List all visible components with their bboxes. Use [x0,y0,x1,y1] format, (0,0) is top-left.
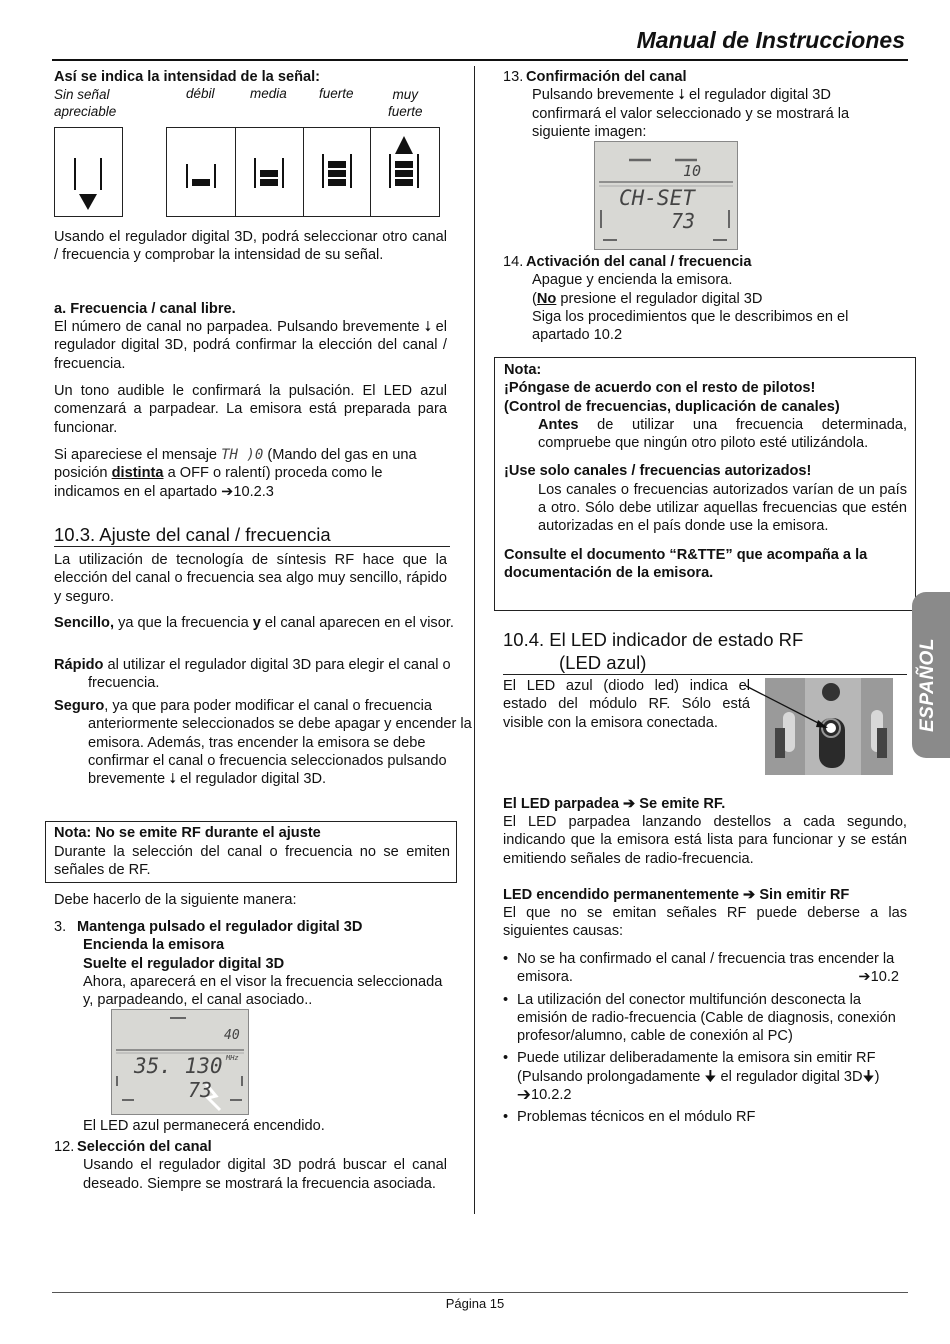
section-10-3-heading: 10.3. Ajuste del canal / frecuencia [54,523,450,547]
signal-very-strong-icon [370,128,438,216]
step-14-number: 14. [503,254,524,270]
led-blinks-text: El LED parpadea lanzando destellos a cada segundo, indicando que la emisora está lista para funcionar y se están emitiendo señales de radio-frecuencia. [503,814,907,867]
section-a-title: a. Frecuencia / canal libre. [54,301,236,317]
lcd1-mhz: MHz [226,1054,239,1062]
language-side-tab: ESPAÑOL [912,592,950,758]
section-a-paragraph-2: Un tono audible le confirmará la pulsación. El LED azul comenzará a parpadear. La emisora está preparada para funcionar. [54,383,447,436]
instructions-lead: Debe hacerlo de la siguiente manera: [54,892,297,908]
lcd-message-inline: TH )0 [221,447,264,463]
signal-label-weak: débil [186,86,215,101]
signal-weak-icon [167,128,236,216]
list-item: • No se ha confirmado el canal / frecuencia tras encender la emisora. ➔10.2 [503,950,899,987]
section-a-paragraph-1: El número de canal no parpadea. Pulsando brevemente ⭣ el regulador digital 3D, podrá confirmar la elección del canal / frecuencia. [54,319,447,372]
section-a-paragraph-3: Si apareciese el mensaje TH )0 (Mando del gas en una posición distinta a OFF o ralentí) proceda como le indicamos en el apartado ➔10.2.3 [54,447,417,500]
lcd2-ch-set: CH-SET [619,186,695,210]
signal-label-very-strong: muy fuerte [388,87,423,119]
lcd2-top: 10 [683,162,702,180]
lcd1-top: 40 [224,1028,240,1043]
causes-list [503,950,899,1127]
section-10-4-heading: 10.4. El LED indicador de estado RF (LED azul) [503,628,907,675]
lcd-frequency-display [111,1009,249,1115]
led-permanent-heading: LED encendido permanentemente ➔ Sin emitir RF [503,887,850,903]
note-box-no-rf [45,821,457,883]
step-13-body: Confirmación del canal Pulsando brevemente ⭣ el regulador digital 3D confirmará el valor seleccionado y se mostrará la siguiente imagen: [526,69,850,140]
lcd-ch-set-display [594,141,738,250]
signal-medium-icon [235,128,304,216]
section-10-4-paragraph: El LED azul (diodo led) indica el estado del módulo RF. Sólo está visible con la emisora conectada. [503,678,750,731]
step-12-number: 12. [54,1139,75,1155]
note-text: Durante la selección del canal o frecuencia no se emiten señales de RF. [54,844,450,879]
step-14-body: Activación del canal / frecuencia Apague y encienda la emisora. (No presione el regulador digital 3D Siga los procedimientos que le describimos en el apartado 10.2 [526,254,849,344]
led-permanent-text: El que no se emitan señales RF puede deberse a las siguientes causas: [503,905,907,940]
rapido-item: Rápido al utilizar el regulador digital 3D para elegir el canal o frecuencia. [54,657,451,692]
note-box-pilots: Nota: ¡Póngase de acuerdo con el resto de pilotos! (Control de frecuencias, duplicación de canales) Antes de utilizar una frecuencia determinada, compruebe que ningún otro piloto esté utilizándola. ¡Use solo canales / frecuencias autorizados! Los canales o frecuencias autorizados varían de un país a otro. Sólo debe utilizar aquellas frecuencias que estén autorizadas en el país donde use la emisora. Consulte el documento “R&TTE” que acompaña a la documentación de la emisora. [494,357,916,611]
list-item: • La utilización del conector multifunción desconecta la emisión de radio-frecuencia (Cable de diagnosis, conexión profesor/alumno, cable de conexión al PC) [503,991,899,1046]
led-on-text: El LED azul permanecerá encendido. [83,1118,325,1134]
step-13-number: 13. [503,69,524,85]
lcd1-channel: 73 [188,1078,213,1102]
header-rule [52,59,908,61]
intro-paragraph: Usando el regulador digital 3D, podrá seleccionar otro canal / frecuencia y comprobar la intensidad de su señal. [54,229,447,264]
page-number: Página 15 [445,1296,505,1311]
lcd2-channel: 73 [671,209,696,233]
column-divider [474,66,475,1214]
signal-title: Así se indica la intensidad de la señal: [54,69,321,85]
page-header-title: Manual de Instrucciones [636,27,905,53]
led-blinks-heading: El LED parpadea ➔ Se emite RF. [503,796,726,812]
signal-levels [166,127,440,217]
signal-label-none: Sin señal apreciable [54,87,117,119]
signal-none-icon [54,127,123,217]
list-item: • Problemas técnicos en el módulo RF [503,1108,899,1126]
signal-label-medium: media [250,86,287,101]
note-title: Nota: No se emite RF durante el ajuste [54,825,321,841]
seguro-item: Seguro, ya que para poder modificar el canal o frecuencia anteriormente seleccionados se debe apagar y encender la emisora. Además, tras encender la emisora se debe confirmar el canal o frecuencia seleccionados pulsando brevemente ⭣ el regulador digital 3D. [54,698,472,788]
list-item: • Puede utilizar deliberadamente la emisora sin emitir RF (Pulsando prolongadamente 🠋 el regulador digital 3D🠋) ➔10.2.2 [503,1049,899,1104]
sencillo-item: Sencillo, ya que la frecuencia y el canal aparecen en el visor. [54,615,454,631]
step-3-number: 3. [54,919,67,935]
step-12-body: Selección del canal Usando el regulador digital 3D podrá buscar el canal deseado. Siempre se mostrará la frecuencia asociada. [77,1139,447,1192]
signal-strong-icon [303,128,371,216]
step-3-body: Mantenga pulsado el regulador digital 3D Encienda la emisora Suelte el regulador digital 3D Ahora, aparecerá en el visor la frecuencia seleccionada y, parpadeando, el canal asociado.. [77,919,443,1009]
signal-label-strong: fuerte [319,86,354,101]
footer-rule [52,1292,908,1293]
lcd1-freq: 35. 130 [134,1054,223,1078]
pointer-arrow-icon [740,678,840,738]
section-10-3-paragraph: La utilización de tecnología de síntesis RF hace que la elección del canal o frecuencia sea algo muy sencillo, rápido y seguro. [54,552,447,605]
